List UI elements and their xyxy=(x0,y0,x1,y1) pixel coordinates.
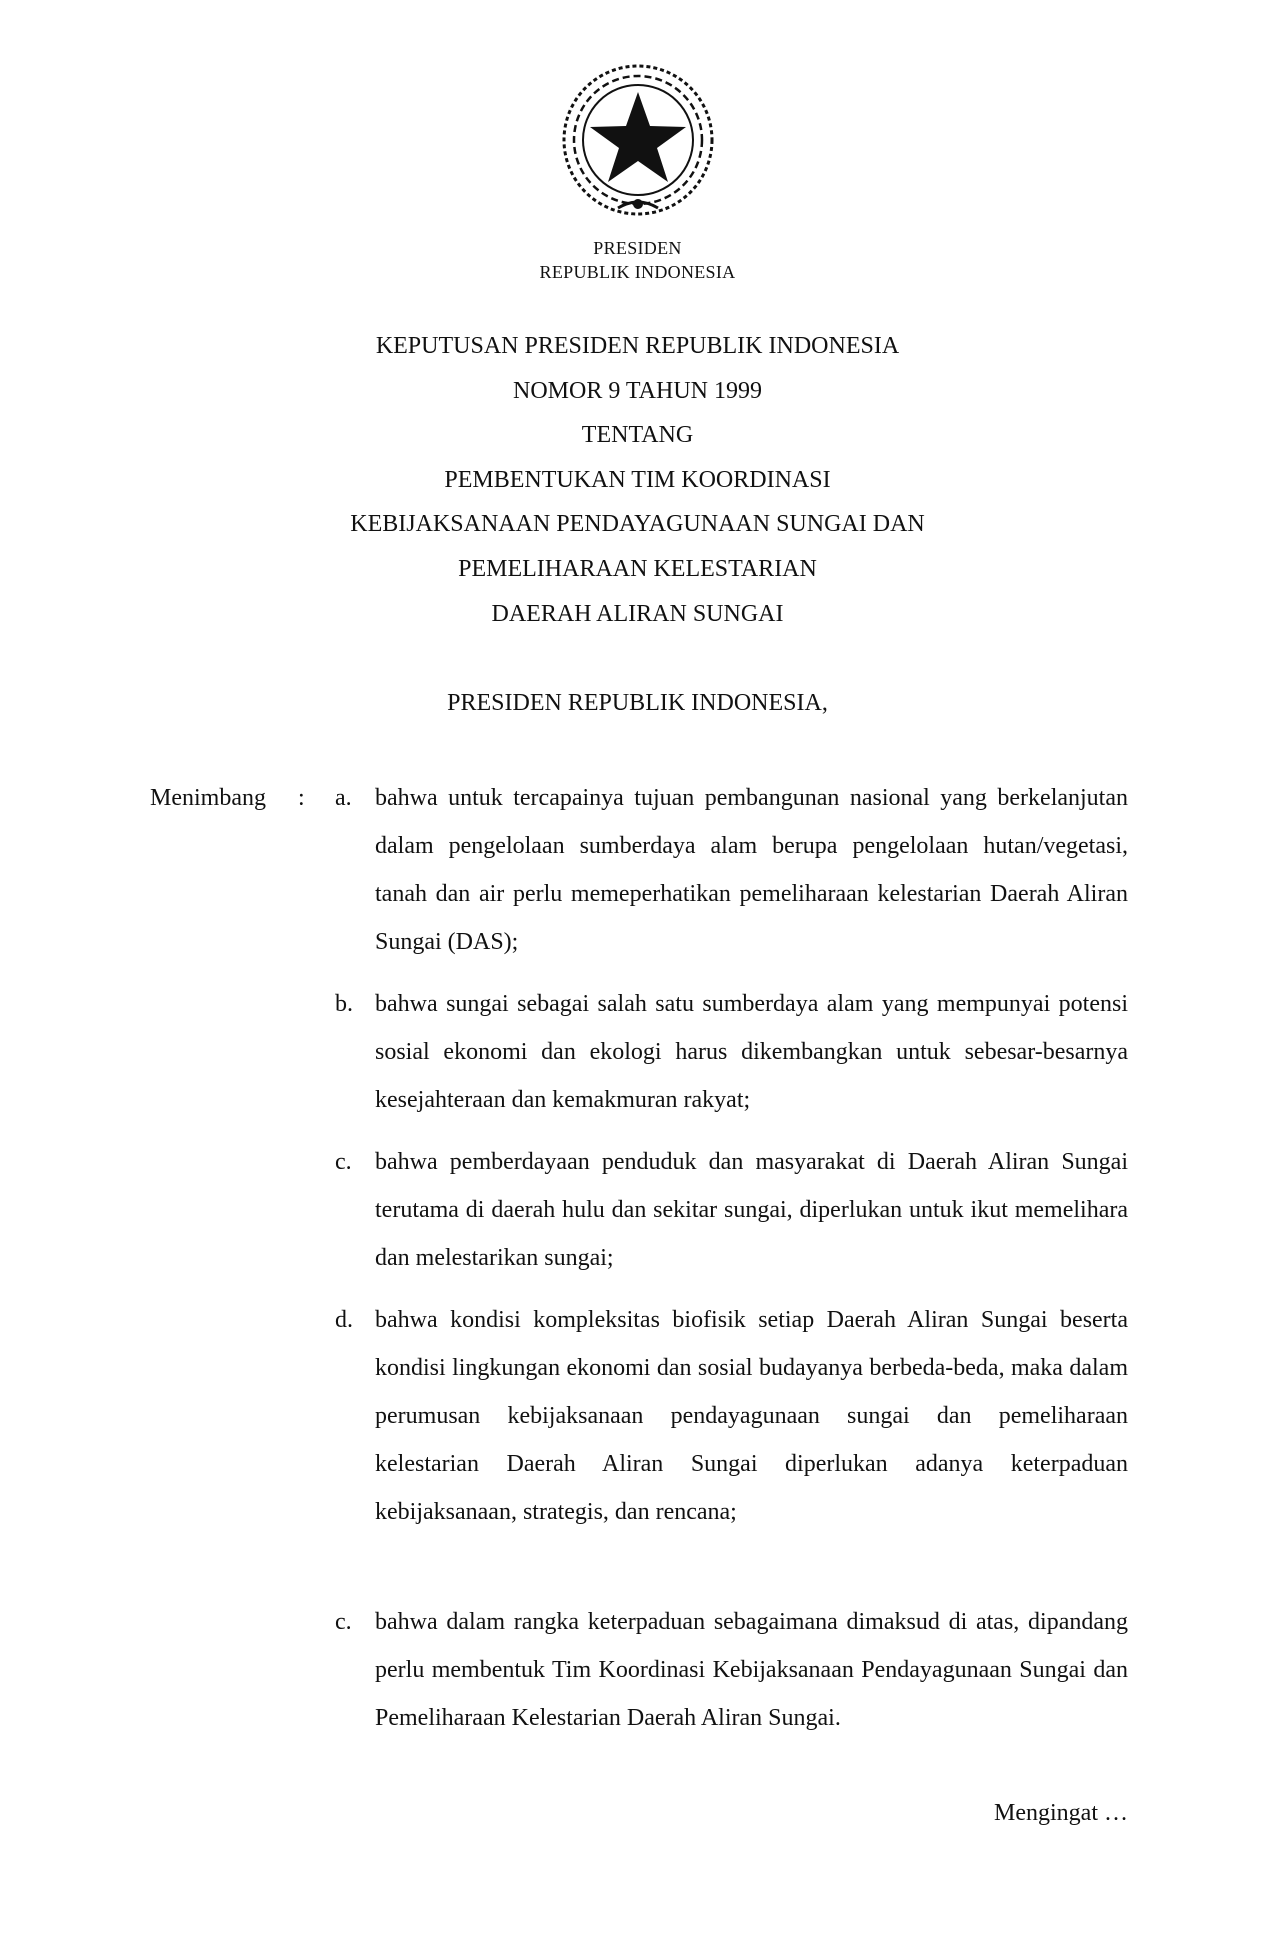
consideration-item-a xyxy=(335,774,1128,966)
item-letter: d. xyxy=(335,1307,353,1333)
item-text: bahwa pemberdayaan penduduk dan masyarakat di Daerah Aliran Sungai terutama di daerah hulu dan sekitar sungai, diperlukan untuk ikut memelihara dan melestarikan sungai; xyxy=(375,1149,1128,1271)
consideration-item-e xyxy=(335,1598,1128,1742)
consideration-item-c xyxy=(335,1138,1128,1282)
item-letter: b. xyxy=(335,991,353,1017)
decree-title xyxy=(0,324,1275,636)
title-line-6: PEMELIHARAAN KELESTARIAN xyxy=(458,555,817,582)
item-text: bahwa untuk tercapainya tujuan pembangunan nasional yang berkelanjutan dalam pengelolaan sumberdaya alam berupa pengelolaan hutan/vegetasi, tanah dan air perlu memeperhatikan pemeliharaan kelestarian Daerah Aliran Sungai (DAS); xyxy=(375,785,1128,955)
title-line-1: KEPUTUSAN PRESIDEN REPUBLIK INDONESIA xyxy=(375,333,900,359)
title-line-3: TENTANG xyxy=(581,422,694,449)
item-text: bahwa dalam rangka keterpaduan sebagaimana dimaksud di atas, dipandang perlu membentuk Tim Koordinasi Kebijaksanaan Pendayagunaan Sungai dan Pemeliharaan Kelestarian Daerah Aliran Sungai. xyxy=(375,1609,1128,1731)
preamble: PRESIDEN REPUBLIK INDONESIA, xyxy=(447,690,828,716)
item-letter: c. xyxy=(335,1149,352,1175)
item-text: bahwa sungai sebagai salah satu sumberdaya alam yang mempunyai potensi sosial ekonomi dan ekologi harus dikembangkan untuk sebesar-besarnya kesejahteraan dan kemakmuran rakyat; xyxy=(375,991,1128,1113)
letterhead-line-2: REPUBLIK INDONESIA xyxy=(539,262,736,282)
consideration-item-d xyxy=(335,1296,1128,1536)
title-line-7: DAERAH ALIRAN SUNGAI xyxy=(491,600,784,627)
state-emblem-icon xyxy=(556,58,720,222)
title-line-5: KEBIJAKSANAAN PENDAYAGUNAAN SUNGAI DAN xyxy=(350,511,925,538)
letterhead-line-1: PRESIDEN xyxy=(593,238,682,258)
considering-colon: : xyxy=(298,785,305,811)
considering-label: Menimbang xyxy=(150,785,266,811)
item-letter: a. xyxy=(335,785,352,811)
item-text: bahwa kondisi kompleksitas biofisik setiap Daerah Aliran Sungai beserta kondisi lingkungan ekonomi dan sosial budayanya berbeda-beda, maka dalam perumusan kebijaksanaan pendayagunaan sungai dan pemeliharaan kelestarian Daerah Aliran Sungai diperlukan adanya keterpaduan kebijaksanaan, strategis, dan rencana; xyxy=(375,1307,1128,1525)
item-letter: c. xyxy=(335,1609,352,1635)
continuation-catchword: Mengingat … xyxy=(994,1800,1128,1826)
title-line-2: NOMOR 9 TAHUN 1999 xyxy=(513,377,762,404)
title-line-4: PEMBENTUKAN TIM KOORDINASI xyxy=(444,466,831,493)
consideration-item-b xyxy=(335,980,1128,1124)
